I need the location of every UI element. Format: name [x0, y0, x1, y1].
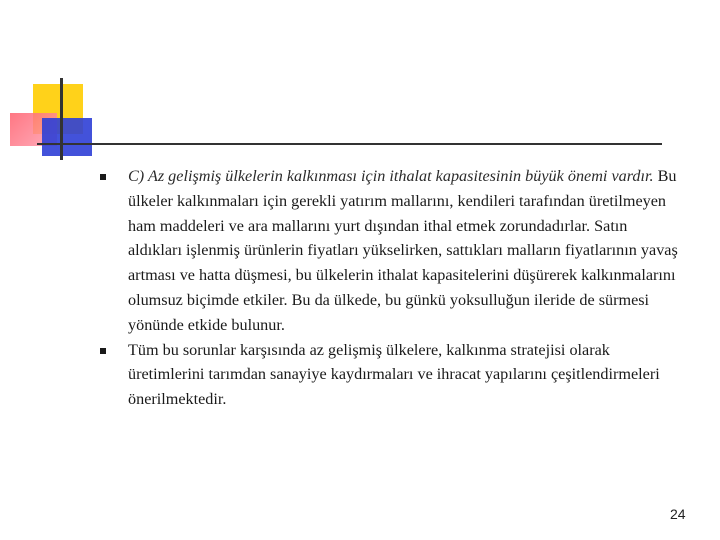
list-item	[96, 164, 684, 338]
bullet-italic-text: C) Az gelişmiş ülkelerin kalkınması için ithalat kapasitesinin büyük önemi vardır.	[128, 167, 654, 185]
bullet-text: Tüm bu sorunlar karşısında az gelişmiş ülkelere, kalkınma stratejisi olarak üretimlerini tarımdan sanayiye kaydırmaları ve ihracat yapılarını çeşitlendirmeleri önerilmektedir.	[128, 340, 660, 409]
page-number: 24	[670, 506, 686, 522]
list-item	[96, 338, 684, 412]
vertical-rule	[60, 78, 63, 160]
decorative-logo	[0, 0, 720, 170]
bullet-list	[96, 164, 684, 412]
bullet-square-icon	[100, 348, 106, 354]
blue-square-shape	[42, 118, 92, 156]
horizontal-rule	[37, 143, 662, 145]
bullet-text: Bu ülkeler kalkınmaları için gerekli yatırım mallarını, kendileri tarafından üretilmeyen ham maddeleri ve ara mallarını yurt dışından ithal etmek zorundadırlar. Satın aldıkları işlenmiş ürünlerin fiyatları yükselirken, sattıkları malların fiyatlarının yavaş artması ve hatta düşmesi, bu ülkelerin ithalat kapasitelerini düşürerek kalkınmalarını olumsuz biçimde etkiler. Bu da ülkede, bu günkü yoksulluğun ileride de sürmesi yönünde etkide bulunur.	[128, 167, 678, 334]
bullet-square-icon	[100, 174, 106, 180]
